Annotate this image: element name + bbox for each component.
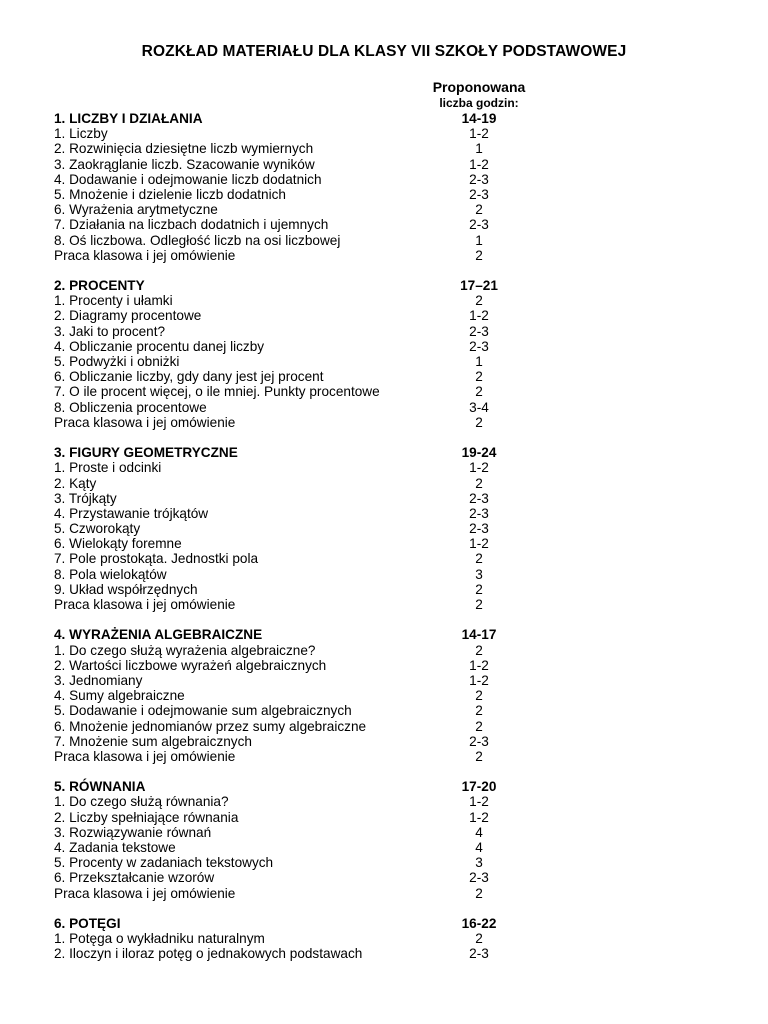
topic-row bbox=[54, 794, 554, 809]
topic-hours: 2-3 bbox=[469, 323, 489, 339]
topic-hours: 2-3 bbox=[469, 490, 489, 506]
section-hours: 17–21 bbox=[460, 278, 498, 294]
topic-hours: 2-3 bbox=[469, 946, 489, 962]
topic-title: 2. Diagramy procentowe bbox=[54, 308, 202, 324]
section bbox=[54, 445, 554, 612]
topic-title: 8. Obliczenia procentowe bbox=[54, 399, 207, 415]
topic-row bbox=[54, 870, 554, 885]
topic-title: 2. Rozwinięcia dziesiętne liczb wymiernych bbox=[54, 141, 314, 157]
topic-hours: 2-3 bbox=[469, 521, 489, 537]
topic-hours: 2-3 bbox=[469, 505, 489, 521]
topic-row bbox=[54, 233, 554, 248]
topic-title: 1. Proste i odcinki bbox=[54, 460, 162, 476]
section bbox=[54, 278, 554, 430]
topic-hours: 2 bbox=[475, 293, 483, 309]
topic-row bbox=[54, 415, 554, 430]
topic-row bbox=[54, 339, 554, 354]
topic-hours: 2 bbox=[475, 931, 483, 947]
topic-title: 9. Układ współrzędnych bbox=[54, 581, 198, 597]
topic-hours: 2 bbox=[475, 748, 483, 764]
topic-row bbox=[54, 734, 554, 749]
topic-title: 2. Iloczyn i iloraz potęg o jednakowych podstawach bbox=[54, 946, 363, 962]
topic-title: 6. Przekształcanie wzorów bbox=[54, 870, 215, 886]
topic-hours: 2 bbox=[475, 597, 483, 612]
topic-title: 7. O ile procent więcej, o ile mniej. Punkty procentowe bbox=[54, 384, 380, 400]
topic-title: 4. Dodawanie i odejmowanie liczb dodatnich bbox=[54, 171, 322, 187]
section-heading-row bbox=[54, 111, 554, 126]
topic-hours: 2-3 bbox=[469, 171, 489, 187]
topic-title: 6. Obliczanie liczby, gdy dany jest jej procent bbox=[54, 369, 324, 385]
topic-title: 6. Wyrażenia arytmetyczne bbox=[54, 202, 218, 218]
section-hours: 14-19 bbox=[461, 111, 497, 126]
topic-hours: 2 bbox=[475, 384, 483, 400]
topic-title: 7. Działania na liczbach dodatnich i ujemnych bbox=[54, 217, 329, 233]
topic-row bbox=[54, 825, 554, 840]
topic-row bbox=[54, 855, 554, 870]
topic-row bbox=[54, 400, 554, 415]
topic-title: 5. Podwyżki i obniżki bbox=[54, 354, 180, 369]
topic-row bbox=[54, 840, 554, 855]
topic-row bbox=[54, 643, 554, 658]
topic-hours: 2 bbox=[475, 247, 483, 263]
topic-row bbox=[54, 172, 554, 187]
topic-title: 5. Procenty w zadaniach tekstowych bbox=[54, 855, 274, 871]
section bbox=[54, 627, 554, 764]
topic-hours: 1-2 bbox=[469, 794, 489, 810]
topic-title: 1. Potęga o wykładniku naturalnym bbox=[54, 931, 265, 947]
topic-hours: 2-3 bbox=[469, 338, 489, 354]
topic-title: 3. Zaokrąglanie liczb. Szacowanie wyników bbox=[54, 156, 315, 172]
topic-title: 2. Kąty bbox=[54, 475, 97, 491]
topic-hours: 2 bbox=[475, 642, 483, 658]
topic-title: 7. Mnożenie sum algebraicznych bbox=[54, 733, 252, 749]
section-title: 3. FIGURY GEOMETRYCZNE bbox=[54, 445, 238, 461]
topic-row bbox=[54, 703, 554, 718]
section bbox=[54, 111, 554, 263]
topic-row bbox=[54, 506, 554, 521]
hours-column-header: Proponowana bbox=[432, 79, 526, 95]
topic-row bbox=[54, 324, 554, 339]
section-heading-row bbox=[54, 278, 554, 293]
topic-hours: 3 bbox=[475, 855, 483, 871]
topic-row bbox=[54, 293, 554, 308]
topic-title: 1. Do czego służą równania? bbox=[54, 794, 229, 810]
topic-row bbox=[54, 202, 554, 217]
topic-title: Praca klasowa i jej omówienie bbox=[54, 597, 236, 612]
topic-title: 5. Mnożenie i dzielenie liczb dodatnich bbox=[54, 186, 286, 202]
topic-hours: 4 bbox=[475, 824, 483, 840]
topic-hours: 1-2 bbox=[469, 156, 489, 172]
curriculum-table bbox=[54, 111, 554, 977]
topic-row bbox=[54, 673, 554, 688]
topic-row bbox=[54, 521, 554, 536]
section-title: 2. PROCENTY bbox=[54, 278, 145, 294]
topic-title: Praca klasowa i jej omówienie bbox=[54, 885, 236, 901]
topic-title: 1. Liczby bbox=[54, 126, 108, 142]
topic-row bbox=[54, 141, 554, 156]
topic-hours: 2 bbox=[475, 718, 483, 734]
section-title: 1. LICZBY I DZIAŁANIA bbox=[54, 111, 203, 126]
topic-hours: 2 bbox=[475, 885, 483, 901]
topic-row bbox=[54, 749, 554, 764]
topic-title: 5. Czworokąty bbox=[54, 521, 141, 537]
topic-row bbox=[54, 308, 554, 323]
topic-row bbox=[54, 886, 554, 901]
topic-hours: 2 bbox=[475, 475, 483, 491]
topic-hours: 2 bbox=[475, 703, 483, 719]
topic-row bbox=[54, 810, 554, 825]
section-hours: 14-17 bbox=[461, 627, 497, 643]
topic-hours: 3 bbox=[475, 566, 483, 582]
topic-hours: 2 bbox=[475, 202, 483, 218]
topic-row bbox=[54, 460, 554, 475]
section-heading-row bbox=[54, 627, 554, 642]
topic-hours: 1-2 bbox=[469, 460, 489, 476]
topic-hours: 2 bbox=[475, 581, 483, 597]
section-heading-row bbox=[54, 779, 554, 794]
document-title: ROZKŁAD MATERIAŁU DLA KLASY VII SZKOŁY PODSTAWOWEJ bbox=[141, 43, 627, 60]
topic-row bbox=[54, 567, 554, 582]
topic-hours: 1 bbox=[475, 232, 483, 248]
topic-hours: 2-3 bbox=[469, 186, 489, 202]
topic-row bbox=[54, 688, 554, 703]
topic-title: 4. Przystawanie trójkątów bbox=[54, 505, 209, 521]
section-heading-row bbox=[54, 445, 554, 460]
topic-hours: 1-2 bbox=[469, 809, 489, 825]
topic-row bbox=[54, 476, 554, 491]
topic-hours: 2 bbox=[475, 414, 483, 430]
section-hours: 16-22 bbox=[461, 915, 497, 931]
topic-title: Praca klasowa i jej omówienie bbox=[54, 414, 236, 430]
topic-row bbox=[54, 217, 554, 232]
topic-title: 3. Jednomiany bbox=[54, 672, 143, 688]
topic-title: 1. Procenty i ułamki bbox=[54, 293, 173, 309]
section bbox=[54, 916, 554, 962]
topic-hours: 3-4 bbox=[469, 399, 489, 415]
topic-row bbox=[54, 248, 554, 263]
hours-column-subheader: liczba godzin: bbox=[439, 96, 519, 110]
section-title: 6. POTĘGI bbox=[54, 915, 121, 931]
topic-row bbox=[54, 946, 554, 961]
topic-row bbox=[54, 354, 554, 369]
section-hours: 17-20 bbox=[461, 779, 497, 795]
topic-hours: 2-3 bbox=[469, 733, 489, 749]
topic-title: 3. Trójkąty bbox=[54, 490, 117, 506]
section-hours: 19-24 bbox=[461, 445, 497, 461]
topic-title: 7. Pole prostokąta. Jednostki pola bbox=[54, 551, 259, 567]
topic-title: 8. Oś liczbowa. Odległość liczb na osi liczbowej bbox=[54, 232, 341, 248]
section-heading-row bbox=[54, 916, 554, 931]
topic-title: 2. Liczby spełniające równania bbox=[54, 809, 239, 825]
topic-title: 4. Obliczanie procentu danej liczby bbox=[54, 338, 265, 354]
topic-hours: 1 bbox=[475, 354, 483, 369]
topic-hours: 2-3 bbox=[469, 217, 489, 233]
topic-row bbox=[54, 384, 554, 399]
topic-hours: 2 bbox=[475, 551, 483, 567]
topic-row bbox=[54, 931, 554, 946]
topic-title: 1. Do czego służą wyrażenia algebraiczne? bbox=[54, 642, 316, 658]
topic-row bbox=[54, 658, 554, 673]
topic-row bbox=[54, 582, 554, 597]
topic-hours: 1-2 bbox=[469, 126, 489, 142]
topic-row bbox=[54, 157, 554, 172]
topic-hours: 1-2 bbox=[469, 308, 489, 324]
topic-hours: 1-2 bbox=[469, 536, 489, 552]
topic-title: 6. Mnożenie jednomianów przez sumy algebraiczne bbox=[54, 718, 367, 734]
topic-title: 2. Wartości liczbowe wyrażeń algebraicznych bbox=[54, 657, 327, 673]
topic-hours: 2 bbox=[475, 688, 483, 704]
topic-row bbox=[54, 491, 554, 506]
topic-hours: 4 bbox=[475, 840, 483, 855]
topic-hours: 2 bbox=[475, 369, 483, 385]
topic-row bbox=[54, 551, 554, 566]
topic-title: Praca klasowa i jej omówienie bbox=[54, 748, 236, 764]
topic-row bbox=[54, 536, 554, 551]
section bbox=[54, 779, 554, 901]
topic-hours: 1-2 bbox=[469, 657, 489, 673]
topic-title: 4. Sumy algebraiczne bbox=[54, 688, 185, 704]
topic-title: 8. Pola wielokątów bbox=[54, 566, 167, 582]
topic-row bbox=[54, 597, 554, 612]
topic-title: 4. Zadania tekstowe bbox=[54, 840, 176, 855]
topic-row bbox=[54, 369, 554, 384]
topic-title: Praca klasowa i jej omówienie bbox=[54, 247, 236, 263]
topic-title: 3. Rozwiązywanie równań bbox=[54, 824, 212, 840]
topic-hours: 2-3 bbox=[469, 870, 489, 886]
topic-row bbox=[54, 126, 554, 141]
topic-row bbox=[54, 187, 554, 202]
topic-row bbox=[54, 719, 554, 734]
section-title: 4. WYRAŻENIA ALGEBRAICZNE bbox=[54, 627, 263, 643]
topic-hours: 1-2 bbox=[469, 672, 489, 688]
topic-title: 3. Jaki to procent? bbox=[54, 323, 166, 339]
section-title: 5. RÓWNANIA bbox=[54, 779, 146, 795]
topic-title: 6. Wielokąty foremne bbox=[54, 536, 182, 552]
topic-hours: 1 bbox=[475, 141, 483, 157]
topic-title: 5. Dodawanie i odejmowanie sum algebraicznych bbox=[54, 703, 352, 719]
